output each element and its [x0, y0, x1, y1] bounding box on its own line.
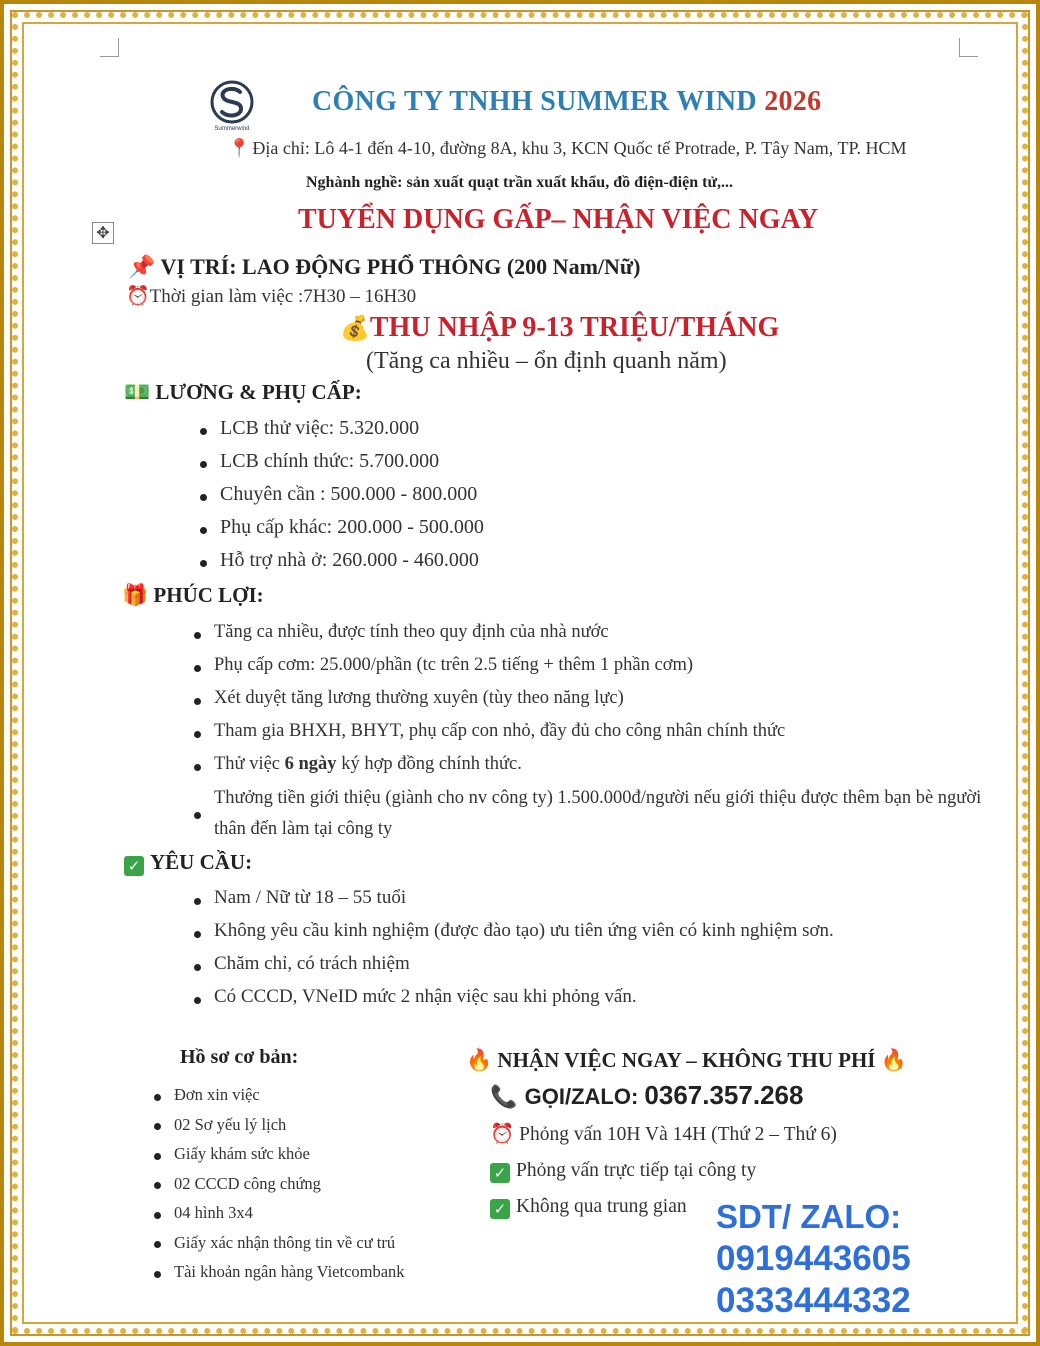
requirements-list	[190, 884, 834, 1016]
phone-number-1[interactable]: 0919443605	[716, 1239, 911, 1278]
call-label: GỌI/ZALO:	[524, 1084, 645, 1109]
summerwind-logo	[206, 80, 258, 132]
no-agent-text: Không qua trung gian	[516, 1196, 687, 1217]
list-item-referral: Thưởng tiền giới thiệu (giành cho nv công ty) 1.500.000đ/người nếu giới thiệu được thêm bạn bè người thân đến làm tại công ty	[190, 783, 1004, 847]
alarm-clock-icon: ⏰	[490, 1122, 515, 1145]
map-pin-icon: 📍	[228, 138, 251, 159]
interview-time-line	[490, 1122, 837, 1146]
phone-icon: 📞	[490, 1085, 518, 1110]
fire-icon: 🔥	[880, 1048, 907, 1072]
sdt-contact-block	[716, 1196, 911, 1322]
money-bag-icon: 💰	[340, 314, 370, 342]
documents-list	[150, 1082, 405, 1289]
list-item: Tài khoản ngân hàng Vietcombank	[150, 1259, 405, 1289]
gift-icon: 🎁	[122, 583, 149, 607]
income-text: THU NHẬP 9-13 TRIỆU/THÁNG	[369, 312, 780, 343]
fire-icon: 🔥	[466, 1048, 493, 1072]
list-item: LCB chính thức: 5.700.000	[196, 447, 484, 480]
list-item: Phụ cấp khác: 200.000 - 500.000	[196, 513, 484, 546]
pushpin-icon: 📌	[128, 255, 156, 280]
company-name: CÔNG TY TNHH SUMMER WIND	[312, 86, 757, 117]
crop-mark-top-left	[100, 38, 119, 57]
list-item: Giấy xác nhận thông tin về cư trú	[150, 1230, 405, 1260]
company-address	[228, 138, 906, 159]
banknote-icon: 💵	[124, 380, 151, 404]
list-item: Phụ cấp cơm: 25.000/phần (tc trên 2.5 tiếng + thêm 1 phần cơm)	[190, 651, 1004, 684]
salary-list	[196, 414, 484, 579]
list-item: Chuyên cần : 500.000 - 800.000	[196, 480, 484, 513]
work-time-line	[126, 284, 416, 308]
hire-now-line	[466, 1048, 907, 1073]
list-item: Có CCCD, VNeID mức 2 nhận việc sau khi phỏng vấn.	[190, 983, 834, 1016]
list-item: 04 hình 3x4	[150, 1200, 405, 1230]
interview-time-text: Phỏng vấn 10H Và 14H (Thứ 2 – Thứ 6)	[519, 1124, 837, 1145]
list-item: LCB thử việc: 5.320.000	[196, 414, 484, 447]
list-item: Đơn xin việc	[150, 1082, 405, 1112]
check-box-icon: ✓	[124, 856, 144, 876]
urgent-headline: TUYỂN DỤNG GẤP– NHẬN VIỆC NGAY	[298, 204, 819, 235]
hire-now-text: NHẬN VIỆC NGAY – KHÔNG THU PHÍ	[497, 1048, 876, 1072]
position-line	[128, 254, 640, 280]
list-item: Không yêu cầu kinh nghiệm (được đào tạo) ưu tiên ứng viên có kinh nghiệm sơn.	[190, 917, 834, 950]
salary-heading-text: LƯƠNG & PHỤ CẤP:	[155, 380, 362, 404]
income-note: (Tăng ca nhiều – ổn định quanh năm)	[366, 348, 727, 374]
company-year: 2026	[764, 86, 822, 117]
list-item: 02 Sơ yếu lý lịch	[150, 1112, 405, 1142]
benefits-heading-text: PHÚC LỢI:	[153, 583, 264, 607]
company-title	[312, 86, 821, 118]
move-handle-icon[interactable]: ✥	[92, 222, 114, 244]
benefits-list	[190, 618, 1004, 847]
list-item: Nam / Nữ từ 18 – 55 tuổi	[190, 884, 834, 917]
requirements-heading-text: YÊU CẦU:	[150, 850, 253, 874]
sdt-label: SDT/ ZALO:	[716, 1198, 902, 1235]
documents-heading: Hồ sơ cơ bản:	[180, 1046, 299, 1068]
call-line[interactable]	[490, 1080, 803, 1111]
salary-heading	[124, 380, 362, 405]
check-box-icon: ✓	[490, 1163, 510, 1183]
list-item: 02 CCCD công chứng	[150, 1171, 405, 1201]
list-item: Chăm chỉ, có trách nhiệm	[190, 950, 834, 983]
direct-interview-text: Phỏng vấn trực tiếp tại công ty	[516, 1160, 757, 1181]
call-number[interactable]: 0367.357.268	[644, 1080, 804, 1110]
benefits-heading	[122, 583, 264, 608]
list-item-trial: Thử việc 6 ngày ký hợp đồng chính thức.	[190, 750, 1004, 783]
logo-text: Summerwind	[214, 126, 250, 132]
address-text: Địa chỉ: Lô 4-1 đến 4-10, đường 8A, khu 3, KCN Quốc tế Protrade, P. Tây Nam, TP. HCM	[252, 138, 907, 158]
direct-interview-line	[490, 1160, 756, 1183]
list-item: Tham gia BHXH, BHYT, phụ cấp con nhỏ, đầy đủ cho công nhân chính thức	[190, 717, 1004, 750]
crop-mark-top-right	[959, 38, 978, 57]
list-item: Giấy khám sức khỏe	[150, 1141, 405, 1171]
alarm-clock-icon: ⏰	[126, 285, 150, 307]
industry-line: Nghành nghề: sản xuất quạt trần xuất khẩu, đồ điện-điện tử,...	[306, 174, 734, 191]
phone-number-2[interactable]: 0333444332	[716, 1281, 911, 1320]
check-box-icon: ✓	[490, 1199, 510, 1219]
list-item: Xét duyệt tăng lương thường xuyên (tùy theo năng lực)	[190, 684, 1004, 717]
work-time-text: Thời gian làm việc :7H30 – 16H30	[149, 286, 417, 307]
position-text: VỊ TRÍ: LAO ĐỘNG PHỔ THÔNG (200 Nam/Nữ)	[160, 254, 641, 279]
income-line	[340, 312, 779, 344]
list-item: Tăng ca nhiều, được tính theo quy định của nhà nước	[190, 618, 1004, 651]
requirements-heading	[124, 850, 252, 876]
list-item: Hỗ trợ nhà ở: 260.000 - 460.000	[196, 546, 484, 579]
no-agent-line	[490, 1196, 687, 1219]
